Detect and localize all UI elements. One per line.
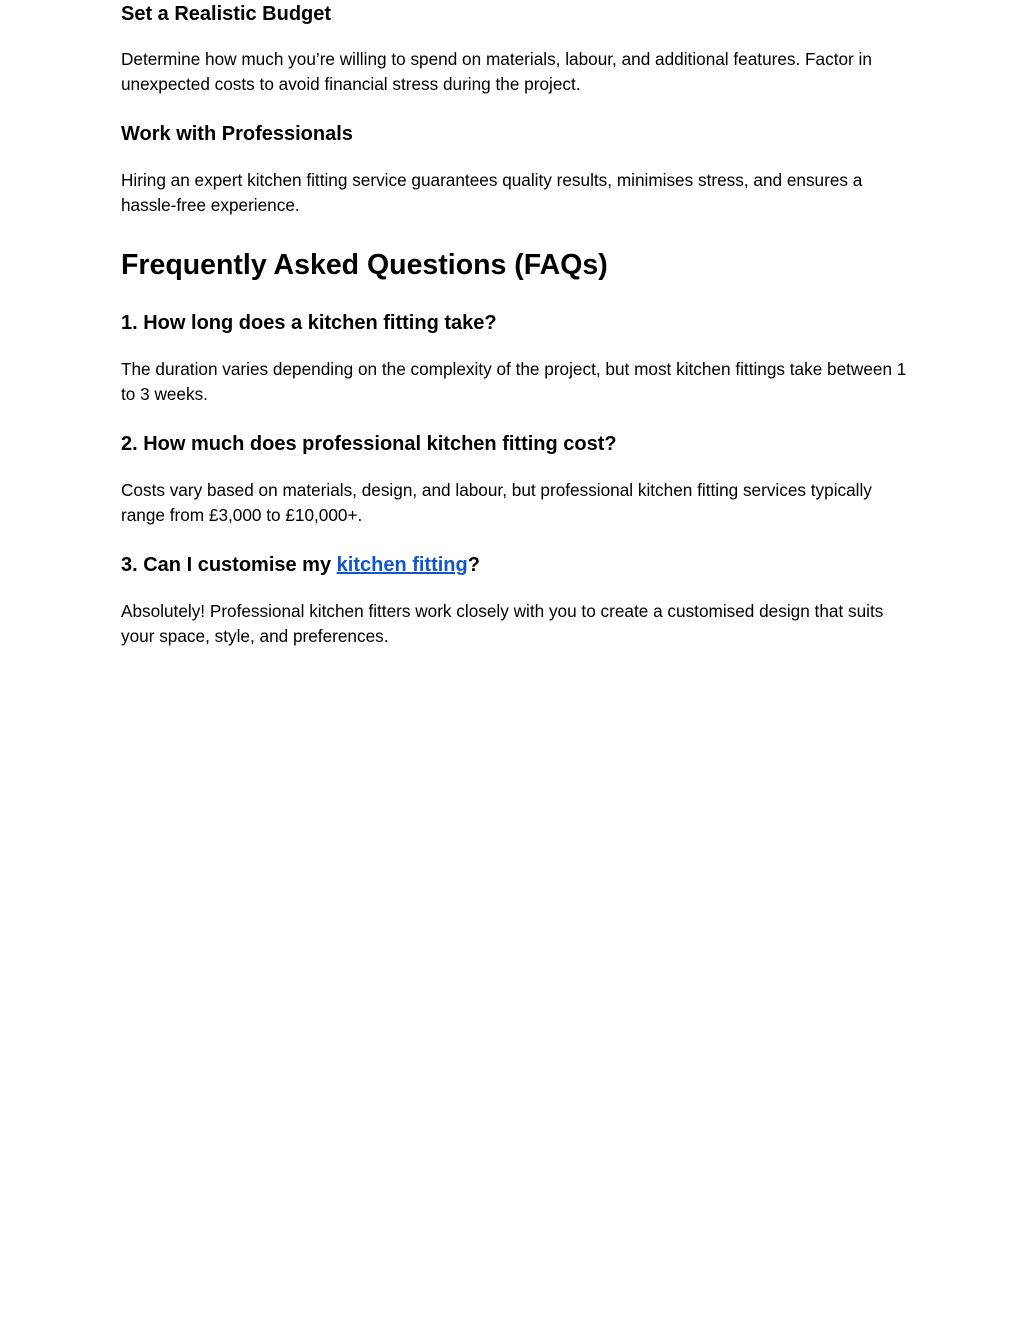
faq-question-1: 1. How long does a kitchen fitting take? [121, 312, 497, 334]
section-heading-budget: Set a Realistic Budget [121, 3, 332, 25]
section-body-professionals: Hiring an expert kitchen fitting service guarantees quality results, minimises stress, and ensures a hassle-free experience. [121, 170, 863, 215]
faq-question-3 [121, 552, 480, 578]
faq-answer-1: The duration varies depending on the complexity of the project, but most kitchen fittings take between 1 to 3 weeks. [121, 359, 907, 404]
faq-question-2: 2. How much does professional kitchen fitting cost? [121, 433, 617, 455]
section-body-budget: Determine how much you’re willing to spend on materials, labour, and additional features. Factor in unexpected costs to avoid financial stress during the project. [121, 49, 872, 94]
faq-answer-3: Absolutely! Professional kitchen fitters work closely with you to create a customised design that suits your space, style, and preferences. [121, 601, 884, 646]
section-heading-professionals: Work with Professionals [121, 123, 353, 145]
faq-title: Frequently Asked Questions (FAQs) [121, 249, 608, 281]
faq-answer-2: Costs vary based on materials, design, and labour, but professional kitchen fitting services typically range from £3,000 to £10,000+. [121, 480, 872, 525]
faq-question-3-suffix: ? [467, 554, 480, 576]
kitchen-fitting-link[interactable]: kitchen fitting [336, 554, 468, 576]
faq-question-3-prefix: 3. Can I customise my [121, 554, 337, 576]
